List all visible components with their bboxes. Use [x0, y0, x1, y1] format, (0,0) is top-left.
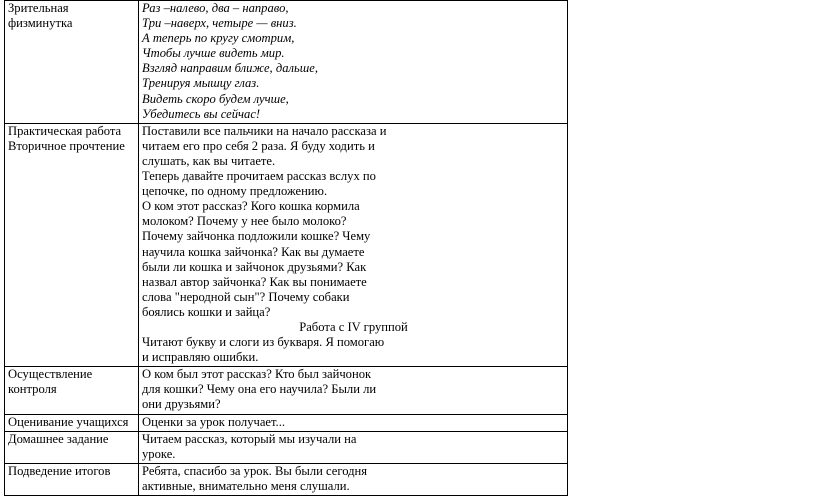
poem-line: Взгляд направим ближе, дальше, — [142, 61, 318, 76]
content-line: были ли кошка и зайчонок друзьями? Как — [142, 259, 367, 274]
stage-cell — [5, 431, 139, 463]
stage-cell — [5, 463, 139, 495]
stage-cell — [5, 1, 139, 124]
content-line: назвал автор зайчонка? Как вы понимаете — [142, 274, 367, 289]
content-line: они друзьями? — [142, 397, 221, 412]
poem-line: Чтобы лучше видеть мир. — [142, 46, 285, 61]
stage-label: Вторичное прочтение — [8, 138, 125, 153]
poem-line: Три –наверх, четыре — вниз. — [142, 16, 297, 31]
stage-cell — [5, 367, 139, 414]
group-heading: Работа с IV группой — [299, 319, 408, 334]
content-line: Поставили все пальчики на начало рассказа и — [142, 123, 387, 138]
content-line: и исправляю ошибки. — [142, 350, 259, 365]
stage-label: Оценивание учащихся — [8, 414, 129, 429]
content-cell — [139, 367, 568, 414]
content-cell — [139, 414, 568, 431]
lesson-plan-table — [4, 0, 568, 496]
stage-cell — [5, 414, 139, 431]
content-line: слушать, как вы читаете. — [142, 153, 276, 168]
content-line: О ком был этот рассказ? Кто был зайчонок — [142, 367, 372, 382]
content-cell — [139, 123, 568, 367]
content-line: Ребята, спасибо за урок. Вы были сегодня — [142, 463, 368, 478]
stage-label: Практическая работа — [8, 123, 122, 138]
stage-label: контроля — [8, 382, 57, 397]
content-line: Почему зайчонка подложили кошке? Чему — [142, 229, 371, 244]
content-cell — [139, 431, 568, 463]
content-line: Читаем рассказ, который мы изучали на — [142, 431, 357, 446]
content-line: Оценки за урок получает... — [142, 414, 286, 429]
content-line: боялись кошки и зайца? — [142, 304, 271, 319]
content-line: для кошки? Чему она его научила? Были ли — [142, 382, 377, 397]
stage-label: Зрительная — [8, 1, 69, 15]
poem-line: Убедитесь вы сейчас! — [142, 106, 261, 121]
content-cell — [139, 463, 568, 495]
content-line: цепочке, по одному предложению. — [142, 184, 328, 199]
poem-line: Тренируя мышцу глаз. — [142, 76, 260, 91]
poem-line: Видеть скоро будем лучше, — [142, 91, 289, 106]
content-line: Читают букву и слоги из букваря. Я помогаю — [142, 335, 385, 350]
table-row — [5, 123, 568, 367]
stage-cell — [5, 123, 139, 367]
stage-label: Осуществление — [8, 367, 93, 382]
content-line: активные, внимательно меня слушали. — [142, 478, 350, 493]
content-line: уроке. — [142, 446, 176, 461]
content-line: молоком? Почему у нее было молоко? — [142, 214, 347, 229]
content-line: читаем его про себя 2 раза. Я буду ходить и — [142, 138, 375, 153]
content-cell — [139, 1, 568, 124]
table-row — [5, 367, 568, 414]
stage-label: физминутка — [8, 16, 73, 31]
table-row — [5, 463, 568, 495]
content-line: слова "неродной сын"? Почему собаки — [142, 289, 350, 304]
content-line: научила кошка зайчонка? Как вы думаете — [142, 244, 365, 259]
content-line: О ком этот рассказ? Кого кошка кормила — [142, 199, 360, 214]
stage-label: Домашнее задание — [8, 431, 109, 446]
stage-label: Подведение итогов — [8, 463, 111, 478]
table-row — [5, 431, 568, 463]
content-line: Теперь давайте прочитаем рассказ вслух по — [142, 169, 376, 184]
poem-line: Раз –налево, два – направо, — [142, 1, 289, 15]
table-row — [5, 1, 568, 124]
table-row — [5, 414, 568, 431]
poem-line: А теперь по кругу смотрим, — [142, 31, 295, 46]
